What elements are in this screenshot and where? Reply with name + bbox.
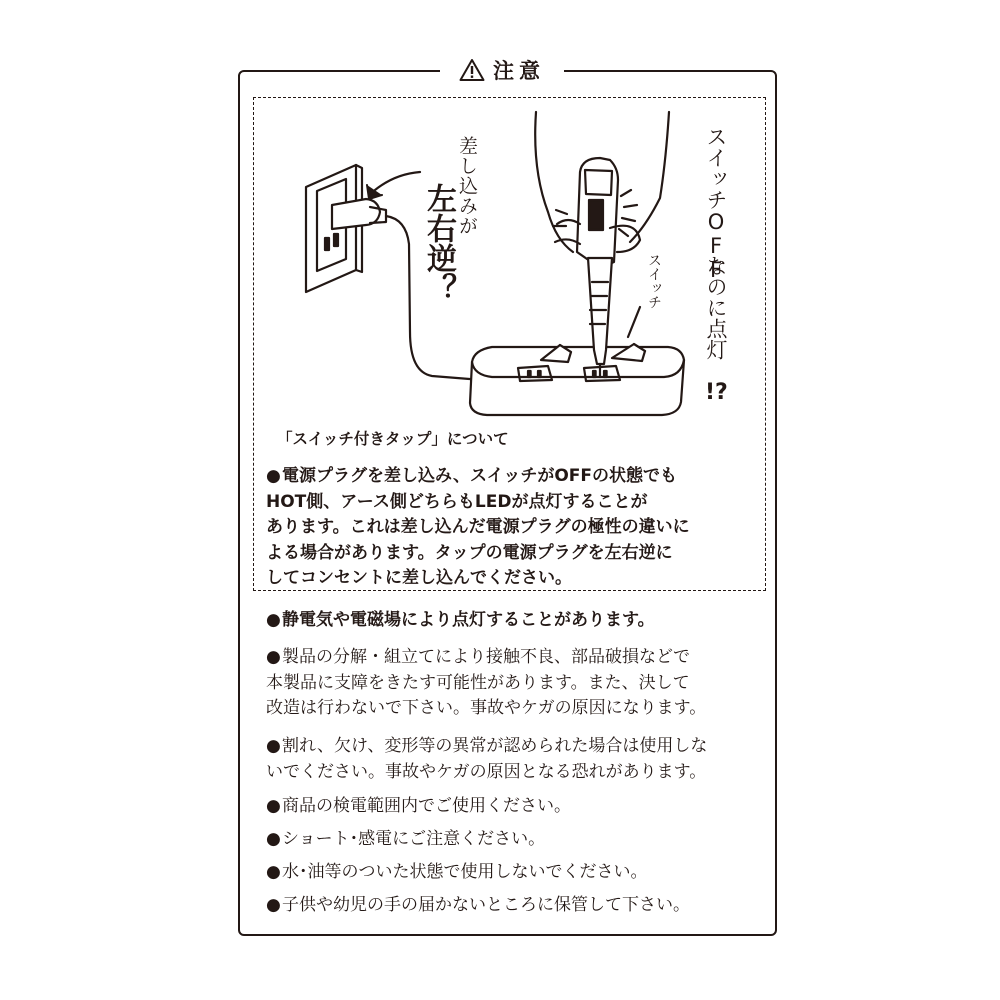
- plug-note-line2: 左右逆？: [421, 183, 456, 303]
- voltage-tester-icon: [535, 112, 669, 377]
- section-paragraph: [266, 464, 762, 592]
- note-text: ショート･感電にご注意ください。: [282, 829, 546, 849]
- switch-label: スイッチ: [646, 253, 662, 309]
- section-text: 電源プラグを差し込み、スイッチがOFFの状態でも HOT側、アース側どちらもLEDが点灯することが あります。これは差し込んだ電源プラグの極性の違いに よる場合があります。タップの電源プラグを左右逆に してコンセントに差し込んでください。: [266, 466, 690, 588]
- section-title: 「スイッチ付きタップ」について: [277, 430, 509, 448]
- note-text: 商品の検電範囲内でご使用ください。: [282, 796, 571, 816]
- note-text: 静電気や電磁場により点灯することがあります。: [282, 610, 655, 630]
- note-item: [266, 608, 762, 634]
- note-text: 子供や幼児の手の届かないところに保管して下さい。: [282, 895, 690, 915]
- bullet-icon: ●: [266, 895, 281, 915]
- bullet-icon: ●: [266, 862, 281, 882]
- note-item: [266, 794, 762, 820]
- caution-title: 注意: [493, 59, 545, 83]
- note-text: 製品の分解・組立てにより接触不良、部品破損などで 本製品に支障をきたす可能性があります。また、決して 改造は行わないで下さい。事故やケガの原因になります。: [266, 647, 707, 718]
- lit-note-line1: スイッチOFF: [704, 126, 728, 282]
- bullet-icon: ●: [266, 610, 281, 630]
- bullet-icon: ●: [266, 796, 281, 816]
- bullet-icon: ●: [266, 647, 281, 667]
- note-item: [266, 860, 762, 886]
- lit-note-line2: なのに点灯: [704, 255, 728, 360]
- bullet-icon: ●: [266, 466, 281, 486]
- plug-note-line1: 差し込みが: [456, 136, 478, 236]
- bullet-icon: ●: [266, 829, 281, 849]
- note-item: [266, 645, 762, 722]
- lit-note-line3: !?: [705, 380, 728, 405]
- bullet-icon: ●: [266, 736, 281, 756]
- note-text: 水･油等のついた状態で使用しないでください。: [282, 862, 648, 882]
- note-text: 割れ、欠け、変形等の異常が認められた場合は使用しな いでください。事故やケガの原因となる恐れがあります。: [266, 736, 708, 782]
- power-strip-icon: [470, 344, 684, 415]
- note-item: [266, 893, 762, 919]
- note-item: [266, 827, 762, 853]
- note-item: [266, 734, 762, 785]
